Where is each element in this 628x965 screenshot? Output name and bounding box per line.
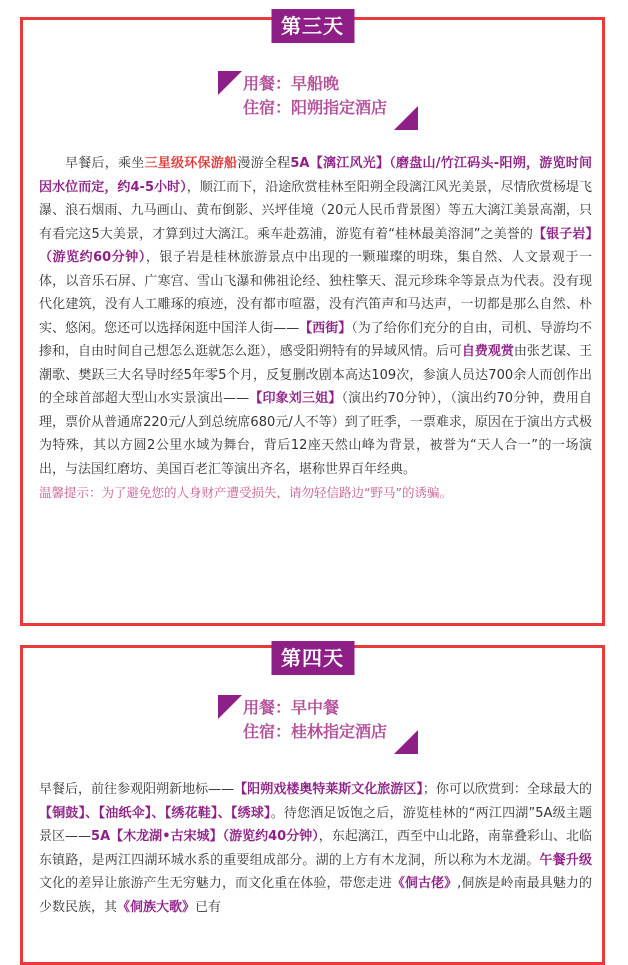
text: ；你可以欣赏到：全球最大的 xyxy=(422,782,592,797)
text: 由张艺谋、王潮歌、樊跃三大名导时经5年零5个月，反复删改剧本高达109次，参演人员达700余人而创作出的全球首部超大型山水实景演出—— xyxy=(39,344,592,406)
highlight: 《侗族大歌》 xyxy=(117,899,196,915)
day3-itinerary xyxy=(39,152,592,505)
day3-meal: 用餐：早船晚 xyxy=(243,74,340,93)
day4-badge: 第四天 xyxy=(271,641,354,675)
highlight: 【铜鼓】、【油纸伞】、【绣花鞋】、【绣球】 xyxy=(39,805,271,821)
text: ，顺江而下，沿途欣赏桂林至阳朔全段漓江风光美景，尽情欣赏杨堤飞瀑、浪石烟雨、九马画山、黄布倒影、兴坪佳境（20元人民币背景图）等五大漓江美景高潮，只有看完这5大美景，才算到过大漓江。乘车赴荔浦，游览有着“桂林最美溶洞”之美誉的 xyxy=(39,179,592,242)
day4-itinerary xyxy=(39,778,592,919)
triangle-corner-icon xyxy=(394,730,418,754)
highlight: 5A【木龙湖•古宋城】（游览约40分钟） xyxy=(91,829,319,844)
day3-tip: 温馨提示：为了避免您的人身财产遭受损失，请勿轻信路边“野马”的诱骗。 xyxy=(39,485,452,500)
day4-paragraph xyxy=(39,778,592,919)
highlight: 《侗古佬》 xyxy=(391,876,458,891)
triangle-corner-icon xyxy=(218,695,242,719)
highlight: 5A【漓江风光】（磨盘山/竹江码头-阳朔，游览时间因水位而定，约4-5小时） xyxy=(39,156,592,195)
highlight: 【阳朔戏楼奥特莱斯文化旅游区】 xyxy=(234,782,423,797)
highlight: 三星级环保游船 xyxy=(144,156,238,171)
day4-section xyxy=(20,645,605,965)
text: （演出约70分钟），（演出约70分钟，费用自理，票价从普通席220元/人到总统席680元/人不等）到了旺季，一票难求，原因在于演出方式极为特殊，其以方圆2公里水域为舞台，背后12座天然山峰为背景，被誉为“天人合一”的一场演出，与法国红磨坊、美国百老汇等演出齐名，堪称世界百年经典。 xyxy=(39,391,592,477)
day4-hotel: 住宿：桂林指定酒店 xyxy=(243,722,388,741)
text: 早餐后，前往参观阳朔新地标—— xyxy=(39,782,235,797)
text: ，东起漓江，西至中山北路，南靠叠彩山、北临东镇路，是两江四湖环城水系的重要组成部分。湖的上方有木龙洞，所以称为木龙湖。 xyxy=(39,829,592,868)
highlight: 【印象刘三姐】 xyxy=(249,391,342,406)
day3-paragraph xyxy=(39,152,592,481)
highlight: 自费观赏 xyxy=(461,344,514,359)
day3-meal-info xyxy=(218,68,418,130)
text: ,侗族是岭南最具魅力的少数民族，其 xyxy=(39,876,592,915)
text: （为了给你们充分的自由，司机、导游均不掺和，自由时间自己想怎么逛就怎么逛），感受阳朔特有的异域风情。后可 xyxy=(39,320,592,359)
day3-hotel: 住宿：阳朔指定酒店 xyxy=(243,98,388,117)
day3-badge: 第三天 xyxy=(271,9,354,43)
day3-section xyxy=(20,14,605,626)
text: ，银子岩是桂林旅游景点中出现的一颗璀璨的明珠，集自然、人文景观于一体，以音乐石屏、广寒宫、雪山飞瀑和佛祖论经、独柱擎天、混元珍珠伞等景点为代表。没有现代化建筑，没有人工雕琢的痕迹，没有都市喧嚣，没有汽笛声和马达声，一切都是那么自然、朴实、悠闲。您还可以选择闲逛中国洋人街—— xyxy=(39,250,592,336)
text: 已有 xyxy=(195,899,222,915)
highlight: 【银子岩】（游览约60分钟） xyxy=(39,226,592,265)
text: 早餐后，乘坐 xyxy=(65,156,145,171)
highlight: 【西街】 xyxy=(299,320,352,336)
triangle-corner-icon xyxy=(394,106,418,130)
triangle-corner-icon xyxy=(218,71,242,95)
text: 。待您酒足饭饱之后，游览桂林的“两江四湖”5A级主题景区—— xyxy=(39,805,592,844)
text: 文化的差异让旅游产生无穷魅力，而文化重在体验，带您走进 xyxy=(39,876,392,891)
day4-meal-info xyxy=(218,692,418,754)
text: 漫游全程 xyxy=(237,156,291,171)
day4-meal: 用餐：早中餐 xyxy=(243,698,340,717)
highlight: 午餐升级 xyxy=(539,852,592,868)
